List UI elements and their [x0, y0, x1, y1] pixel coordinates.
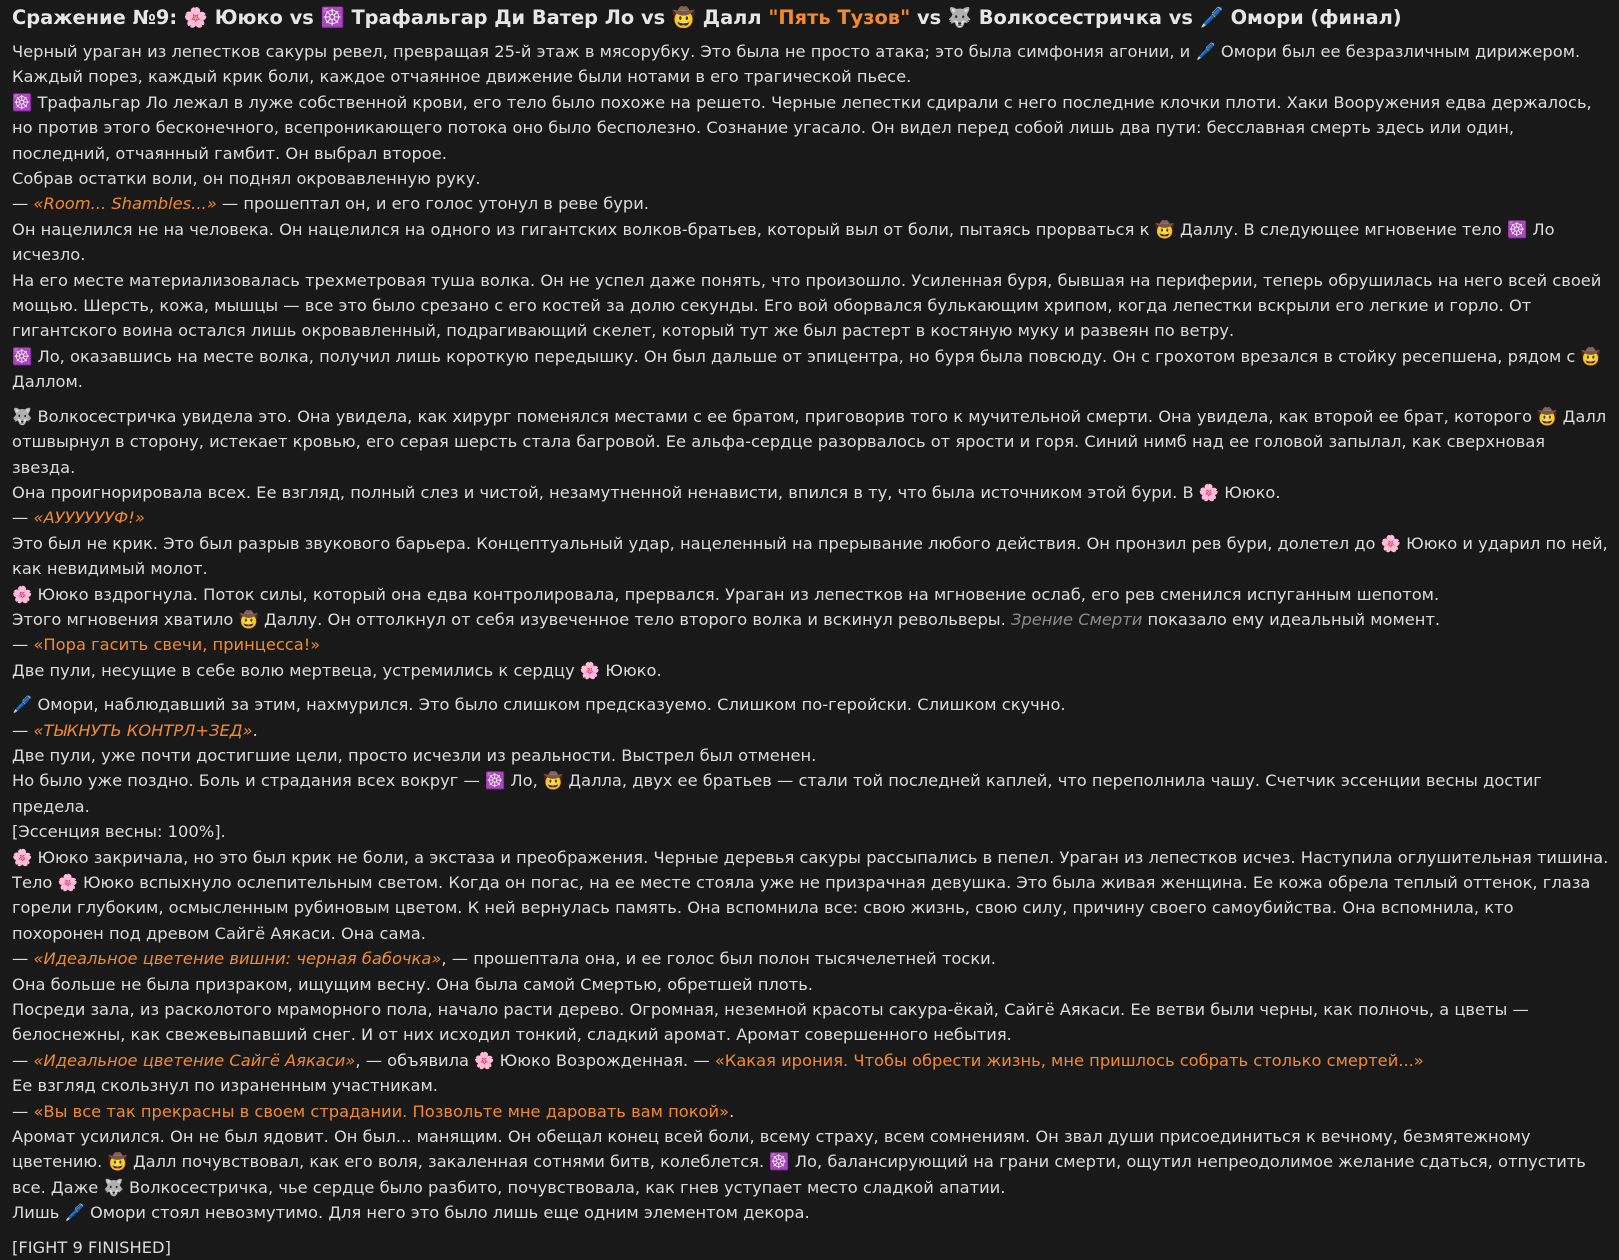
story-paragraph — [12, 531, 1609, 582]
text-run: Далл почувствовал, как его воля, закаленная сотнями битв, колеблется. — [127, 1152, 770, 1172]
text-run: Аромат усилился. Он не был ядовит. Он был... манящим. Он обещал конец всей боли, всему страху, всем сомнениям. Он звал души присоединиться к вечному, безмятежному цветению. — [12, 1127, 1531, 1172]
text-run: [FIGHT 9 FINISHED] — [12, 1237, 171, 1257]
story-paragraph — [12, 217, 1609, 268]
pen-icon: 🖊️ — [1199, 6, 1224, 29]
wolf-icon: 🐺 — [12, 406, 33, 426]
text-run: — — [12, 508, 34, 528]
text-run: Она проигнорировала всех. Ее взгляд, полный слез и чистой, незамутненной ненависти, впился в ту, что была источником этой бури. В — [12, 482, 1199, 502]
text-run: Волкосестричка увидела это. Она увидела, как хирург поменялся местами с ее братом, приговорив того к мучительной смерти. Она увидела, как второй ее брат, которого — [32, 406, 1538, 426]
text-run: Но было уже поздно. Боль и страдания всех вокруг — — [12, 771, 485, 791]
sakura-icon: 🌸 — [474, 1050, 495, 1070]
text-run: Этого мгновения хватило — [12, 609, 239, 629]
sakura-icon: 🌸 — [183, 6, 209, 29]
text-run: Сражение №9: — [12, 6, 184, 29]
story-paragraph — [12, 1235, 1609, 1260]
story-paragraph — [12, 191, 1609, 216]
text-run: Две пули, несущие в себе волю мертвеца, устремились к сердцу — [12, 660, 580, 680]
text-run: Трафальгар Ло лежал в луже собственной крови, его тело было похоже на решето. Черные лепестки сдирали с него последние клочки плоти. Хаки Вооружения едва держалось, но против этого бесконечного, всепроникающего потока оно было бесполезно. Сознание угасало. Он видел перед собой лишь два пути: бесславная смерть здесь или один, последний, отчаянный гамбит. Он выбрал второе. — [12, 92, 1592, 163]
sakura-icon: 🌸 — [12, 584, 33, 604]
story-paragraph — [12, 1073, 1609, 1098]
text-run: Две пули, уже почти достигшие цели, просто исчезли из реальности. Выстрел был отменен. — [12, 745, 817, 765]
pen-icon: 🖊️ — [1195, 42, 1216, 61]
story-paragraph — [12, 972, 1609, 997]
text-run: Трафальгар Ди Ватер Ло vs — [344, 6, 672, 29]
story-paragraph — [12, 268, 1609, 344]
quote-text: "Пять Тузов" — [768, 6, 911, 29]
text-run: Лишь — [12, 1203, 65, 1223]
quote-text: «Идеальное цветение вишни: черная бабочка» — [33, 949, 442, 969]
story-paragraph — [12, 819, 1609, 844]
text-run: показало ему идеальный момент. — [1142, 609, 1441, 629]
sakura-icon: 🌸 — [579, 660, 601, 680]
text-run: Черный ураган из лепестков сакуры ревел, превращая 25-й этаж в мясорубку. Это была не просто атака; это была симфония агонии, и — [12, 42, 1196, 61]
law-icon: ☸️ — [12, 92, 33, 112]
story-paragraph — [12, 946, 1609, 971]
text-run: Ло исчезло. — [12, 219, 1555, 265]
story-paragraph — [12, 718, 1609, 743]
text-run: Омори был ее безразличным дирижером. Каждый порез, каждый крик боли, каждое отчаянное движение были нотами в его трагической пьесе. — [12, 42, 1581, 87]
text-run: Ююко вспыхнуло ослепительным светом. Когда он погас, на ее месте стояла уже не призрачная девушка. Это была живая женщина. Ее кожа обрела теплый оттенок, глаза горели глубоким, осмысленным рубиновым цветом. К ней вернулась память. Она вспомнила все: свою жизнь, свою силу, причину своего самоубийства. Она вспомнила, кто похоронен под древом Сайгё Аякаси. Она сама. — [12, 873, 1591, 943]
text-run: Посреди зала, из расколотого мраморного пола, начало расти дерево. Огромная, неземной красоты сакура-ёкай, Сайгё Аякаси. Ее ветви были черны, как полночь, а цветы — белоснежны, как свежевыпавший снег. И от них исходил тонкий, сладкий аромат. Аромат совершенного небытия. — [12, 1000, 1529, 1045]
story-paragraph — [12, 582, 1609, 607]
law-icon: ☸️ — [12, 346, 33, 366]
story-paragraph — [12, 1099, 1609, 1124]
cowboy-icon: 🤠 — [238, 609, 259, 629]
quote-text: «Пора гасить свечи, принцесса!» — [33, 635, 321, 655]
cowboy-icon: 🤠 — [542, 771, 564, 791]
text-run: Это был не крик. Это был разрыв звукового барьера. Концептуальный удар, нацеленный на прерывание любого действия. Он пронзил рев бури, долетел до — [12, 533, 1381, 553]
story-paragraph — [12, 607, 1609, 632]
text-run: Волкосестричка, чье сердце было разбито, почувствовала, как гнев уступает место сладкой апатии. — [123, 1177, 1006, 1197]
text-run: . — [729, 1101, 735, 1121]
text-run: Омори, наблюдавший за этим, нахмурился. Это было слишком предсказуемо. Слишком по-геройски. Слишком скучно. — [32, 695, 1066, 715]
cowboy-icon: 🤠 — [1580, 346, 1601, 366]
text-run: Ююко Возрожденная. — — [494, 1050, 715, 1070]
wolf-icon: 🐺 — [947, 6, 973, 29]
sakura-icon: 🌸 — [1380, 533, 1401, 553]
sakura-icon: 🌸 — [57, 873, 78, 892]
story-paragraph — [12, 997, 1609, 1048]
story-paragraph — [12, 480, 1609, 505]
text-run: Ююко вздрогнула. Поток силы, который она едва контролировала, прервался. Ураган из лепестков на мгновение ослаб, его рев сменился испуганным шепотом. — [32, 584, 1440, 604]
text-run: Ююко. — [600, 660, 662, 680]
text-run: , — прошептала она, и ее голос был полон тысячелетней тоски. — [441, 949, 996, 969]
text-run: — — [12, 1101, 34, 1121]
law-icon: ☸️ — [769, 1152, 790, 1172]
text-run: Он нацелился не на человека. Он нацелился на одного из гигантских волков-братьев, который выл от боли, пытаясь прорваться к — [12, 219, 1155, 239]
story-paragraph — [12, 1200, 1609, 1225]
text-run: Ло, — [505, 771, 543, 791]
text-run: Она больше не была призраком, ищущим весну. Она была самой Смертью, обретшей плоть. — [12, 974, 813, 994]
text-run: — прошептал он, и его голос утонул в реве бури. — [216, 194, 649, 214]
page-title — [12, 6, 1609, 30]
text-run: — — [12, 1050, 34, 1070]
text-run: Ююко. — [1219, 482, 1281, 502]
story-paragraph — [12, 768, 1609, 819]
story-text — [12, 39, 1609, 1260]
story-paragraph — [12, 692, 1609, 717]
text-run: Собрав остатки воли, он поднял окровавленную руку. — [12, 169, 481, 189]
sakura-icon: 🌸 — [12, 847, 33, 867]
text-run: Омори стоял невозмутимо. Для него это было лишь еще одним элементом декора. — [84, 1203, 810, 1223]
story-paragraph — [12, 505, 1609, 530]
story-paragraph — [12, 344, 1609, 395]
text-run: Ююко vs — [208, 6, 321, 29]
text-run: Даллу. Он оттолкнул от себя изувеченное тело второго волка и вскинул револьверы. — [258, 609, 1011, 629]
text-run: Далла, двух ее братьев — стали той последней каплей, что переполнила чашу. Счетчик эссенции весны достиг предела. — [12, 771, 1542, 816]
story-paragraph — [12, 166, 1609, 191]
text-run: Даллом. — [12, 372, 83, 392]
text-run: . — [252, 720, 258, 740]
story-paragraph — [12, 870, 1609, 946]
text-run: , — объявила — [355, 1050, 475, 1070]
quote-text: «Вы все так прекрасны в своем страдании. Позвольте мне даровать вам покой» — [33, 1101, 730, 1121]
text-run: Тело — [12, 873, 58, 892]
text-run: Волкосестричка vs — [972, 6, 1200, 29]
story-paragraph — [12, 743, 1609, 768]
text-run: — — [12, 949, 34, 969]
quote-text: «Какая ирония. Чтобы обрести жизнь, мне пришлось собрать столько смертей...» — [714, 1050, 1424, 1070]
text-run: [Эссенция весны: 100%]. — [12, 822, 226, 842]
cowboy-icon: 🤠 — [107, 1152, 128, 1172]
text-run: Ююко закричала, но это был крик не боли, а экстаза и преображения. Черные деревья сакуры рассыпались в пепел. Ураган из лепестков исчез. Наступила оглушительная тишина. — [32, 847, 1609, 867]
story-paragraph — [12, 658, 1609, 683]
pen-icon: 🖊️ — [12, 695, 33, 715]
story-paragraph — [12, 1048, 1609, 1073]
quote-text: «АУУУУУУФ!» — [33, 508, 145, 528]
text-run: Даллу. В следующее мгновение тело — [1174, 219, 1507, 239]
text-run: Ло, балансирующий на грани смерти, ощутил непреодолимое желание сдаться, отпустить все. Даже — [12, 1152, 1586, 1197]
text-run: Ее взгляд скользнул по израненным участникам. — [12, 1076, 438, 1096]
quote-text: «Room... Shambles...» — [33, 194, 217, 214]
text-run: vs — [910, 6, 948, 29]
quote-text: «ТЫКНУТЬ КОНТРЛ+ЗЕД» — [33, 720, 253, 740]
sakura-icon: 🌸 — [1198, 482, 1220, 502]
story-paragraph — [12, 632, 1609, 657]
story-paragraph — [12, 39, 1609, 90]
quote-text: «Идеальное цветение Сайгё Аякаси» — [33, 1050, 356, 1070]
story-paragraph — [12, 1124, 1609, 1200]
story-paragraph — [12, 404, 1609, 480]
text-run: — — [12, 635, 34, 655]
cowboy-icon: 🤠 — [1537, 406, 1558, 426]
text-run: Омори (финал) — [1223, 6, 1402, 29]
pen-icon: 🖊️ — [64, 1203, 85, 1223]
story-paragraph — [12, 90, 1609, 166]
story-paragraph — [12, 845, 1609, 870]
text-run: Ююко и ударил по ней, как невидимый молот. — [12, 533, 1608, 579]
law-icon: ☸️ — [484, 771, 506, 791]
law-icon: ☸️ — [320, 6, 345, 29]
cowboy-icon: 🤠 — [671, 6, 697, 29]
text-run: — — [12, 720, 34, 740]
text-run: Далл — [696, 6, 769, 29]
text-run: На его месте материализовалась трехметровая туша волка. Он не успел даже понять, что произошло. Усиленная буря, бывшая на периферии, теперь обрушилась на него всей своей мощью. Шерсть, кожа, мышцы — все это было срезано с его костей за долю секунды. Его вой оборвался булькающим хрипом, когда лепестки вскрыли его легкие и горло. От гигантского воина остался лишь окровавленный, подрагивающий скелет, который тут же был растерт в костяную муку и развеян по ветру. — [12, 270, 1602, 341]
cowboy-icon: 🤠 — [1154, 219, 1175, 239]
text-run: Ло, оказавшись на месте волка, получил лишь короткую передышку. Он был дальше от эпицентра, но буря была повсюду. Он с грохотом врезался в стойку ресепшена, рядом с — [32, 346, 1581, 366]
ability-name: Зрение Смерти — [1011, 609, 1143, 629]
text-run: — — [12, 194, 34, 214]
text-run: Далл отшвырнул в сторону, истекает кровью, его серая шерсть стала багровой. Ее альфа-сердце разорвалось от ярости и горя. Синий нимб над ее головой запылал, как сверхновая звезда. — [12, 406, 1607, 477]
wolf-icon: 🐺 — [103, 1177, 124, 1197]
law-icon: ☸️ — [1506, 219, 1528, 239]
